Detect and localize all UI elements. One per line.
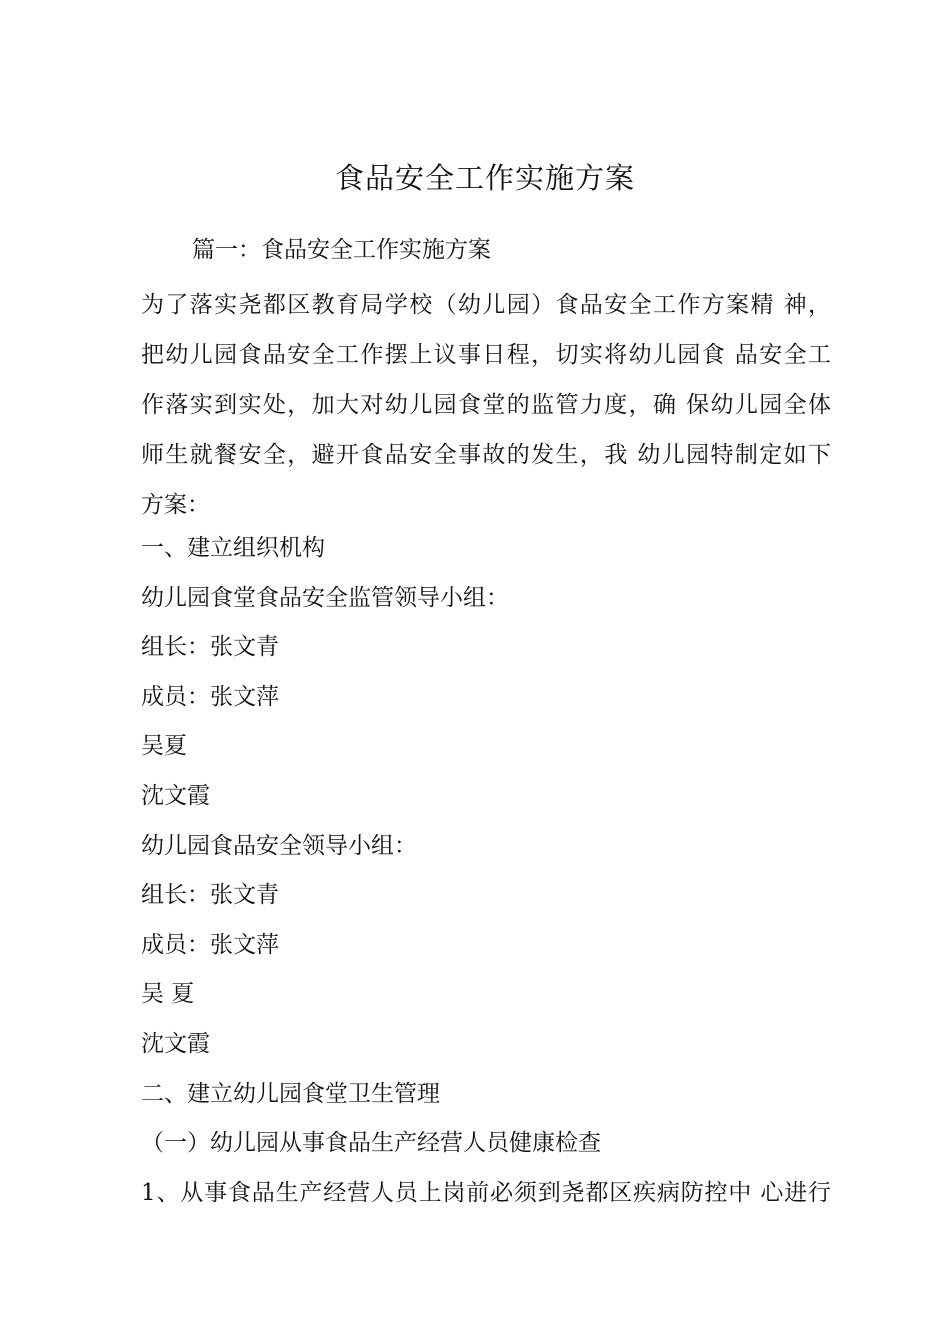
paragraph-line: 师生就餐安全，避开食品安全事故的发生，我 幼儿园特制定如下: [141, 442, 831, 468]
section-heading: 一、建立组织机构: [141, 535, 325, 561]
paragraph-line: 方案：: [141, 492, 210, 518]
paragraph-line: 作落实到实处，加大对幼儿园食堂的监管力度，确 保幼儿园全体: [141, 392, 831, 418]
subsection-heading: （一）幼儿园从事食品生产经营人员健康检查: [141, 1130, 601, 1157]
text-line: 成员：张文萍: [141, 931, 279, 958]
section-heading: 二、建立幼儿园食堂卫生管理: [141, 1080, 440, 1107]
text-line: 成员：张文萍: [141, 683, 279, 710]
text-line: 吴夏: [141, 733, 187, 760]
document-title: 食品安全工作实施方案: [334, 161, 635, 195]
text-line: 沈文霞: [141, 782, 210, 809]
paragraph-line: 为了落实尧都区教育局学校（幼儿园）食品安全工作方案精 神，: [141, 292, 831, 318]
text-line: 幼儿园食品安全领导小组：: [141, 832, 417, 859]
text-line: 组长：张文青: [141, 882, 279, 909]
intro-paragraph: [141, 280, 831, 530]
text-line: 幼儿园食堂食品安全监管领导小组：: [141, 584, 509, 611]
text-line: 组长：张文青: [141, 634, 279, 661]
text-line: 吴 夏: [141, 981, 195, 1008]
document-subtitle: 篇一：食品安全工作实施方案: [192, 237, 491, 263]
paragraph-line: 把幼儿园食品安全工作摆上议事日程，切实将幼儿园食 品安全工: [141, 342, 831, 368]
text-line: 沈文霞: [141, 1030, 210, 1057]
body-lines: [141, 528, 841, 1222]
text-line: 1、从事食品生产经营人员上岗前必须到尧都区疾病防控中 心进行: [141, 1179, 831, 1206]
